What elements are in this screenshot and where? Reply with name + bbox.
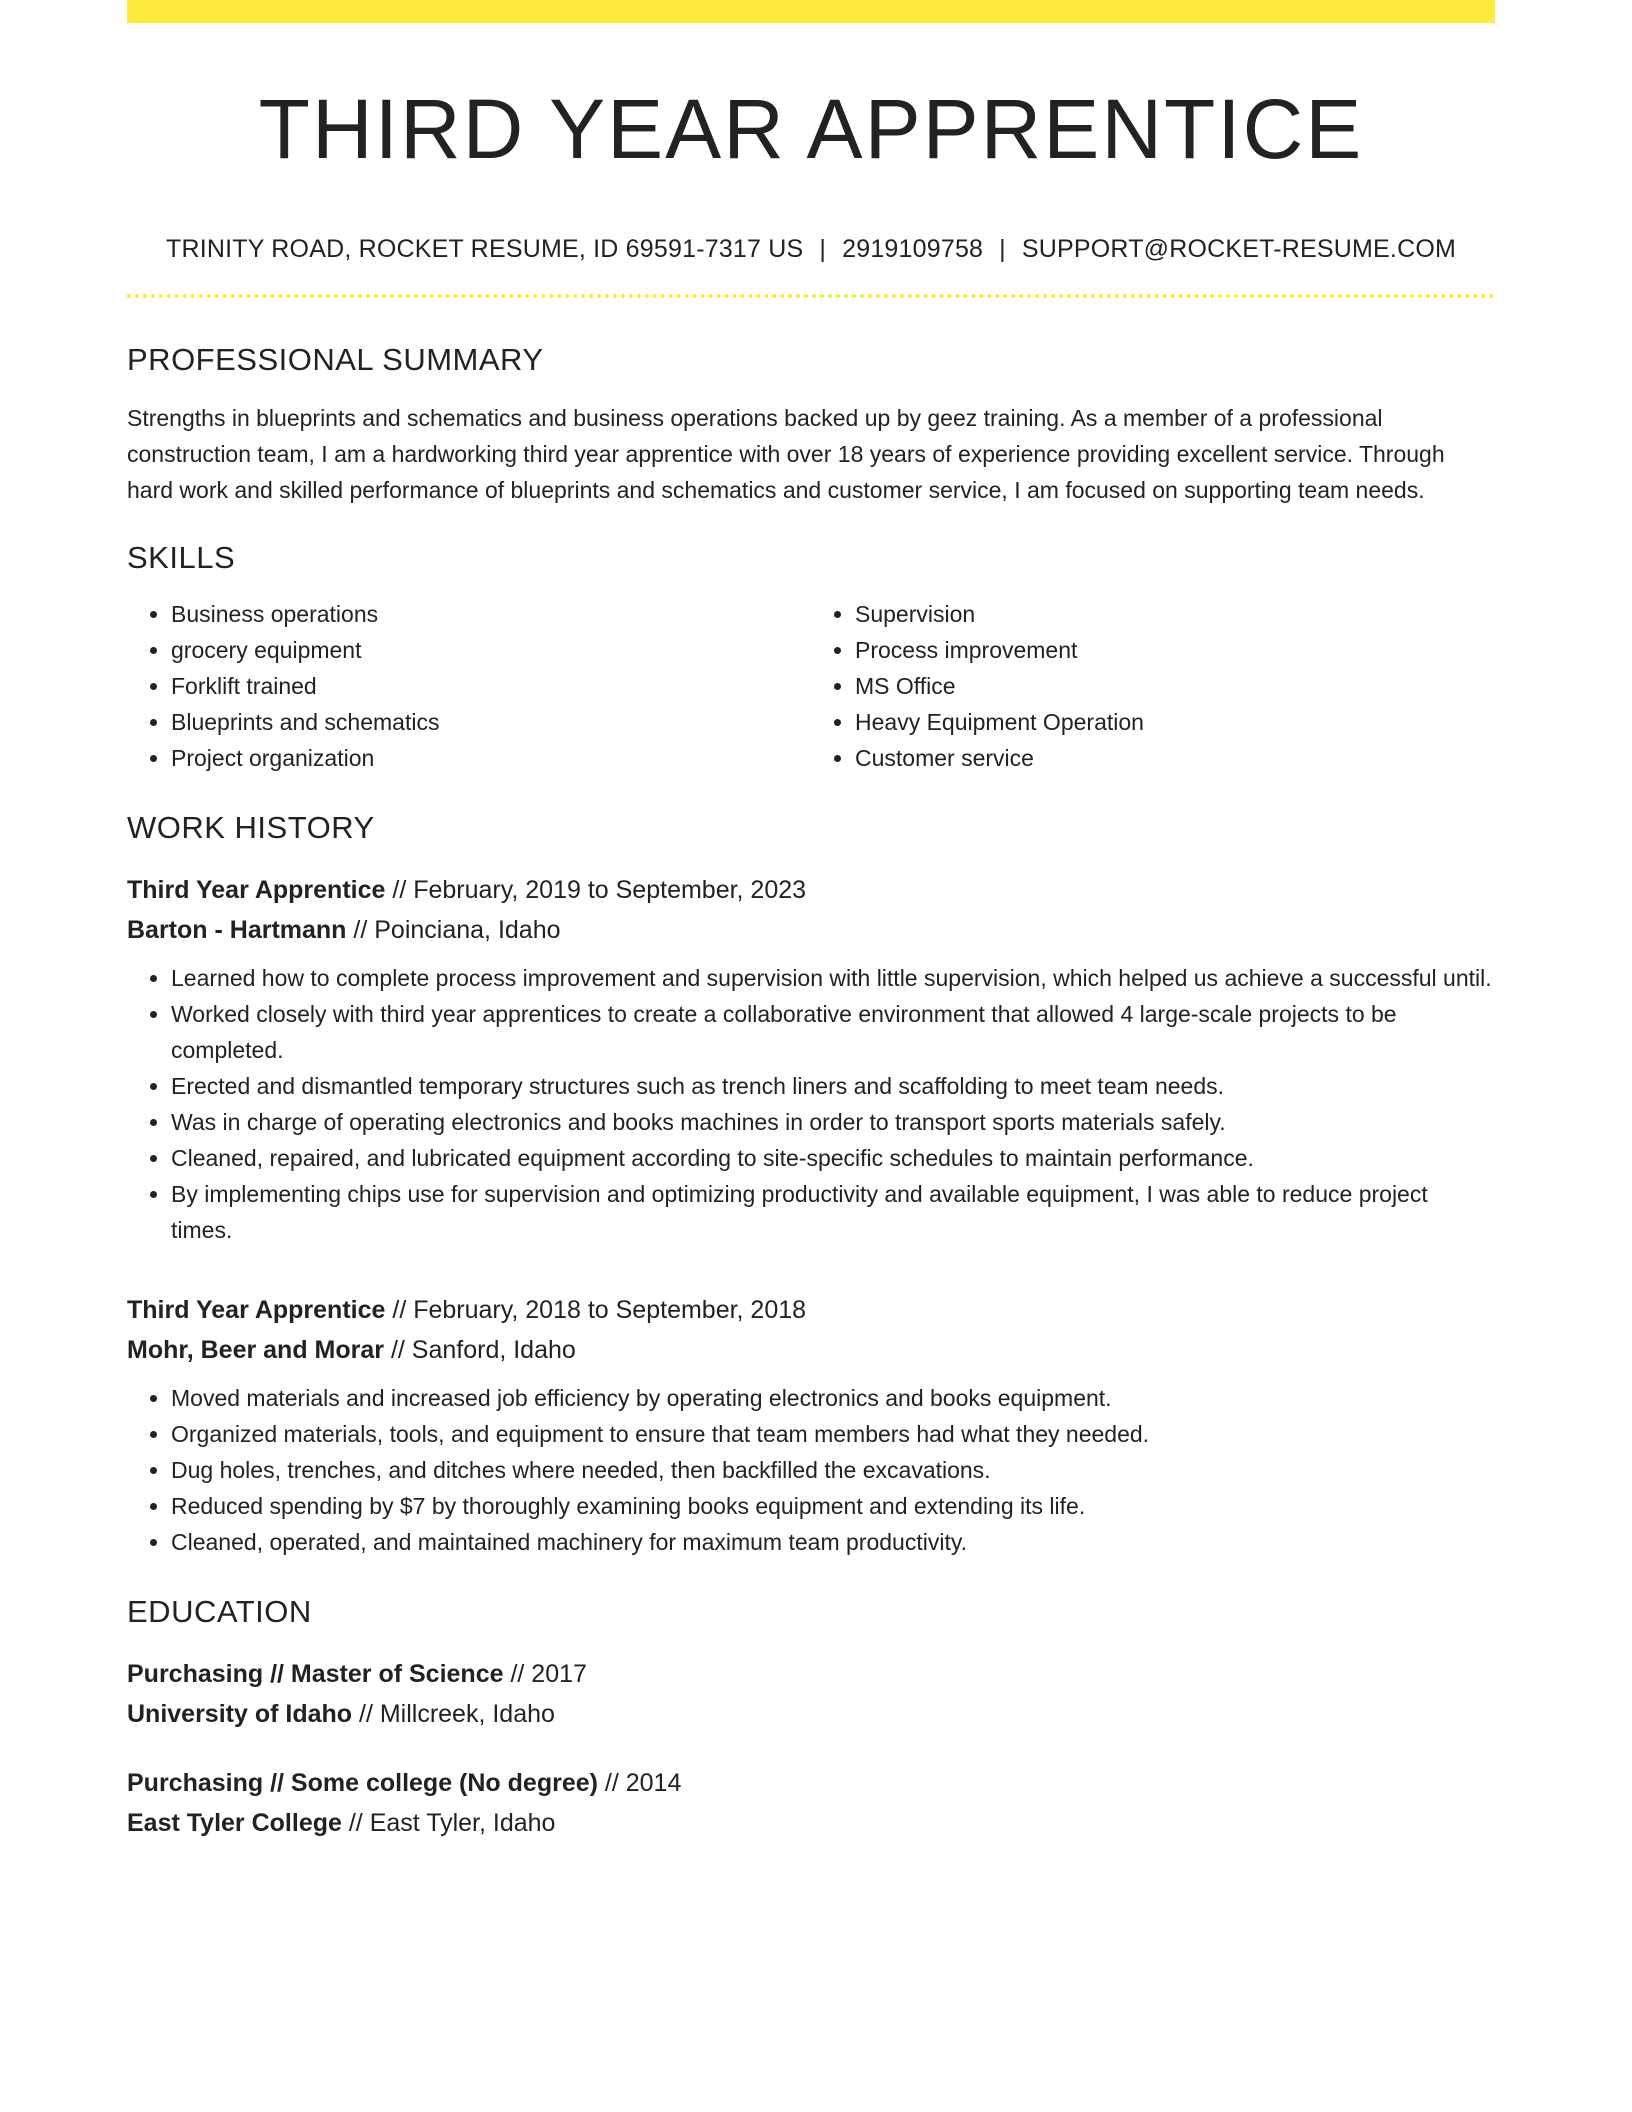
job-bullet: • Moved materials and increased job efficiency by operating electronics and books equipment. <box>171 1380 1495 1416</box>
education-school: University of Idaho <box>127 1700 353 1729</box>
resume-page <box>127 0 1495 1843</box>
job-entry <box>127 1290 1495 1560</box>
job-dates: // February, 2019 to September, 2023 <box>385 876 807 905</box>
education-school-line <box>127 1694 1495 1734</box>
education-year: // 2014 <box>597 1769 682 1798</box>
job-entry <box>127 870 1495 1248</box>
job-bullets <box>127 1380 1495 1560</box>
job-title-line <box>127 1290 1495 1330</box>
skill-item: • Forklift trained <box>171 668 811 704</box>
job-role: Third Year Apprentice <box>127 1296 386 1325</box>
job-bullets <box>127 960 1495 1248</box>
work-history-heading: WORK HISTORY <box>127 810 375 846</box>
contact-address: TRINITY ROAD, ROCKET RESUME, ID 69591-7317 US <box>165 235 804 264</box>
contact-separator: | <box>999 235 1006 264</box>
job-location: // Poinciana, Idaho <box>346 916 561 945</box>
skill-item: • MS Office <box>855 668 1495 704</box>
job-bullet: • Cleaned, repaired, and lubricated equipment according to site-specific schedules to maintain performance. <box>171 1140 1495 1176</box>
education-degree-line <box>127 1654 1495 1694</box>
education-degree: Purchasing // Some college (No degree) <box>127 1769 598 1798</box>
education-school-line <box>127 1803 1495 1843</box>
education-entry <box>127 1763 1495 1843</box>
candidate-name: THIRD YEAR APPRENTICE <box>258 82 1364 176</box>
job-company: Mohr, Beer and Morar <box>127 1336 384 1365</box>
contact-separator: | <box>819 235 827 264</box>
skill-item: • Heavy Equipment Operation <box>855 704 1495 740</box>
job-bullet: • Dug holes, trenches, and ditches where needed, then backfilled the excavations. <box>171 1452 1495 1488</box>
job-dates: // February, 2018 to September, 2018 <box>385 1296 807 1325</box>
education-location: // Millcreek, Idaho <box>352 1700 555 1729</box>
job-company: Barton - Hartmann <box>127 916 347 945</box>
education-entry <box>127 1654 1495 1734</box>
job-bullet: • Erected and dismantled temporary structures such as trench liners and scaffolding to meet team needs. <box>171 1068 1495 1104</box>
education-degree: Purchasing // Master of Science <box>127 1660 504 1689</box>
job-title-line <box>127 870 1495 910</box>
education-location: // East Tyler, Idaho <box>341 1809 556 1838</box>
education-degree-line <box>127 1763 1495 1803</box>
job-bullet: • Worked closely with third year apprentices to create a collaborative environment that allowed 4 large-scale projects to be completed. <box>171 996 1495 1068</box>
contact-line <box>127 235 1495 264</box>
summary-heading: PROFESSIONAL SUMMARY <box>127 342 544 378</box>
education-heading: EDUCATION <box>127 1594 312 1630</box>
header-divider <box>127 294 1495 298</box>
education-year: // 2017 <box>503 1660 587 1689</box>
job-bullet: • By implementing chips use for supervision and optimizing productivity and available equipment, I was able to reduce project times. <box>171 1176 1495 1248</box>
job-bullet: • Reduced spending by $7 by thoroughly examining books equipment and extending its life. <box>171 1488 1495 1524</box>
job-bullet: • Organized materials, tools, and equipment to ensure that team members had what they needed. <box>171 1416 1495 1452</box>
job-company-line <box>127 1330 1495 1370</box>
skills-column-right <box>811 596 1495 776</box>
job-location: // Sanford, Idaho <box>384 1336 576 1365</box>
education-school: East Tyler College <box>127 1809 342 1838</box>
skill-item: • Supervision <box>855 596 1495 632</box>
skill-item: • Business operations <box>171 596 811 632</box>
job-company-line <box>127 910 1495 950</box>
job-role: Third Year Apprentice <box>127 876 386 905</box>
skill-item: • Project organization <box>171 740 811 776</box>
job-bullet: • Was in charge of operating electronics and books machines in order to transport sports materials safely. <box>171 1104 1495 1140</box>
skill-item: • Blueprints and schematics <box>171 704 811 740</box>
contact-phone: 2919109758 <box>842 235 984 264</box>
skill-item: • Process improvement <box>855 632 1495 668</box>
skills-column-left <box>127 596 811 776</box>
skills-heading: SKILLS <box>127 540 236 576</box>
summary-text: Strengths in blueprints and schematics and business operations backed up by geez training. As a member of a professional construction team, I am a hardworking third year apprentice with over 18 years of experience providing excellent service. Through hard work and skilled performance of blueprints and schematics and customer service, I am focused on supporting team needs. <box>127 405 1445 504</box>
skill-item: • Customer service <box>855 740 1495 776</box>
job-bullet: • Cleaned, operated, and maintained machinery for maximum team productivity. <box>171 1524 1495 1560</box>
skills-list <box>127 596 1495 776</box>
top-accent-bar <box>127 0 1495 23</box>
contact-email: SUPPORT@ROCKET-RESUME.COM <box>1021 235 1457 264</box>
skill-item: • grocery equipment <box>171 632 811 668</box>
job-bullet: • Learned how to complete process improvement and supervision with little supervision, which helped us achieve a successful until. <box>171 960 1495 996</box>
